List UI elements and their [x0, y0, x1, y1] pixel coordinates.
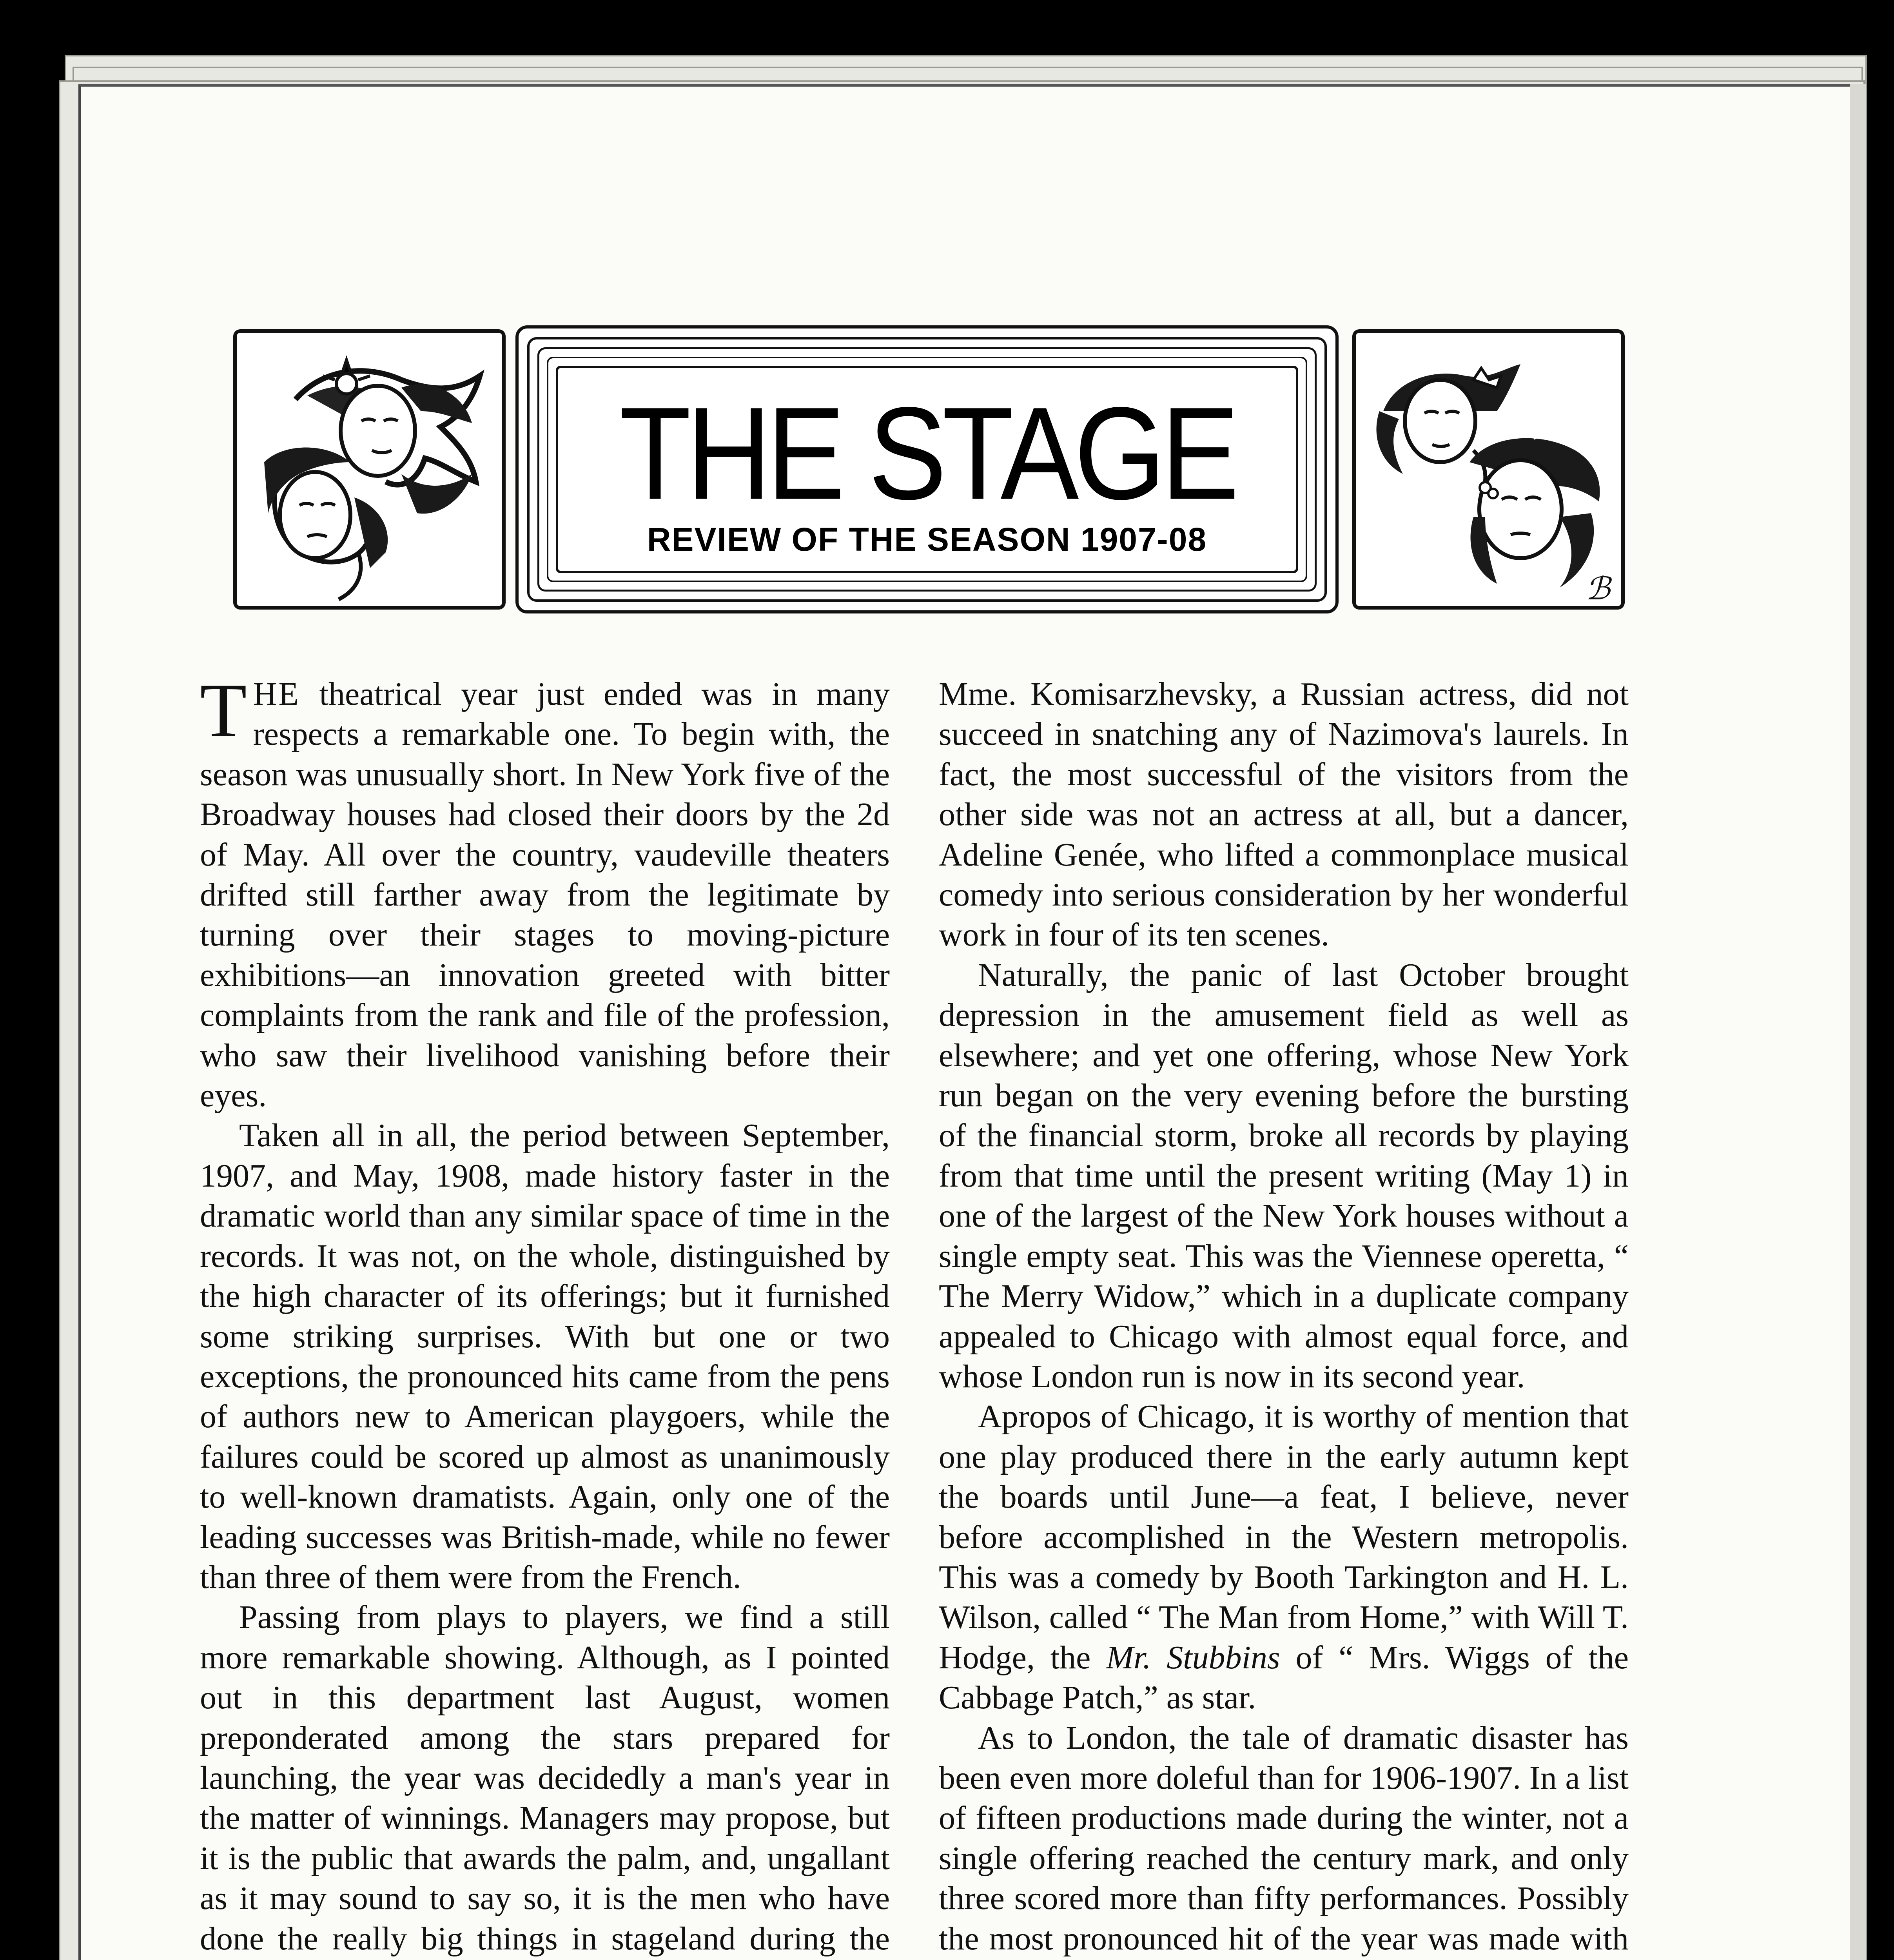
- article-column-left: [200, 668, 890, 1960]
- paragraph: Apropos of Chicago, it is worthy of mention that one play produced there in the early autumn kept the boards until June—a feat, I believe, never before accomplished in the Western metropolis. This was a comedy by Booth Tarkington and H. L. Wilson, called “ The Man from Home,” with Will T. Hodge, the Mr. Stubbins of “ Mrs. Wiggs of the Cabbage Patch,” as star.: [939, 1398, 1629, 1716]
- paragraph: Naturally, the panic of last October brought depression in the amusement field as well as elsewhere; and yet one offering, whose New York run began on the very evening before the bursting of the financial storm, broke all records by playing from that time until the present writing (May 1) in one of the largest of the New York houses without a single empty seat. This was the Viennese operetta, “ The Merry Widow,” which in a duplicate company appealed to Chicago with almost equal force, and whose London run is now in its second year.: [939, 956, 1629, 1395]
- article-column-right: [939, 674, 1629, 1960]
- drop-cap: T: [200, 668, 247, 753]
- paragraph: Mme. Komisarzhevsky, a Russian actress, did not succeed in snatching any of Nazimova's laurels. In fact, the most successful of the visitors from the other side was not an actress at all, but a dancer, Adeline Genée, who lifted a commonplace musical comedy into serious consideration by her wonderful work in four of its ten scenes.: [939, 676, 1629, 953]
- paragraph: Taken all in all, the period between September, 1907, and May, 1908, made history faster in the dramatic world than any similar space of time in the records. It was not, on the whole, distinguished by the high character of its offerings; but it furnished some striking surprises. With but one or two exceptions, the pronounced hits came from the pens of authors new to American playgoers, while the failures could be scored up almost as unanimously to well-known dramatists. Again, only one of the leading successes was British-made, while no fewer than three of them were from the French.: [200, 1117, 890, 1595]
- page-title: THE STAGE: [619, 379, 1235, 527]
- page-gutter-shadow: [1850, 84, 1866, 1960]
- artist-monogram: ℬ: [1586, 572, 1610, 606]
- right-portraits-illustration: [1352, 329, 1625, 610]
- paragraph: As to London, the tale of dramatic disaster has been even more doleful than for 1906-1907. In a list of fifteen productions made during the winter, not a single offering reached the century mark, and only three scored more than fifty performances. Possibly the most pronounced hit of the year was made with: [939, 1719, 1629, 1957]
- italic-role-name: Mr. Stubbins: [1106, 1639, 1280, 1676]
- page-subtitle: REVIEW OF THE SEASON 1907-08: [647, 521, 1207, 558]
- paragraph: Passing from plays to players, we find a still more remarkable showing. Although, as I pointed out in this department last August, women preponderated among the stars prepared for launching, the year was decidedly a man's year in the matter of winnings. Managers may propose, but it is the public that awards the palm, and, ungallant as it may sound to say so, it is the men who have done the really big things in stageland during the: [200, 1599, 890, 1957]
- theatrical-faces-icon: [1356, 333, 1621, 606]
- paragraph: THE theatrical year just ended was in many respects a remarkable one. To begin with, the season was unusually short. In New York five of the Broadway houses had closed their doors by the 2d of May. All over the country, vaudeville theaters drifted still farther away from the legitimate by turning over their stages to moving-picture exhibitions—an innovation greeted with bitter complaints from the rank and file of the profession, who saw their livelihood vanishing before their eyes.: [200, 668, 890, 1114]
- title-frame: [515, 325, 1339, 613]
- theatrical-faces-icon: [237, 333, 502, 606]
- left-portraits-illustration: [233, 329, 506, 610]
